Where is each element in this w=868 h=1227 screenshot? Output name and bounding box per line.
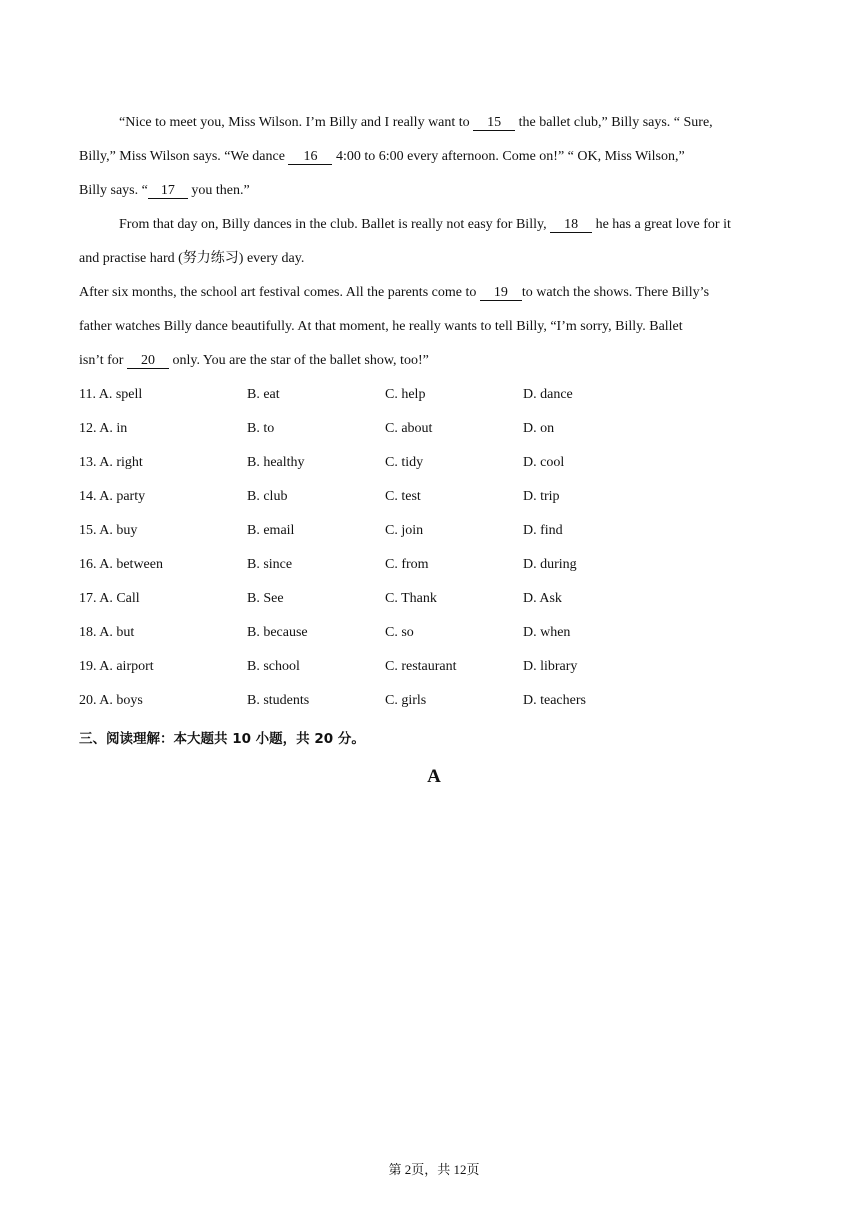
option-b: B. club [247, 489, 288, 504]
question-row [79, 590, 779, 608]
passage-text: Billy,” Miss Wilson says. “We dance [79, 149, 289, 164]
option-c: C. from [385, 557, 429, 572]
section-heading: 三、阅读理解：本大题共 10 小题，共 20 分。 [79, 731, 365, 747]
option-b: B. because [247, 625, 308, 640]
option-b: B. school [247, 659, 300, 674]
option-d: D. when [523, 625, 571, 640]
option-a: 13. A. right [79, 455, 143, 470]
question-row [79, 692, 779, 710]
option-c: C. help [385, 387, 426, 402]
passage-text: After six months, the school art festival comes. All the parents come to [79, 285, 480, 300]
option-c: C. so [385, 625, 414, 640]
option-d: D. during [523, 557, 577, 572]
option-a: 15. A. buy [79, 523, 138, 538]
option-a: 20. A. boys [79, 693, 143, 708]
passage-text: to watch the shows. There Billy’s [521, 285, 710, 300]
option-b: B. eat [247, 387, 280, 402]
option-b: B. since [247, 557, 293, 572]
question-row [79, 522, 779, 540]
option-c: C. Thank [385, 591, 437, 606]
blank-18: 18 [550, 218, 592, 233]
passage-line [119, 216, 808, 234]
option-a: 18. A. but [79, 625, 135, 640]
blank-17: 17 [148, 184, 188, 199]
option-d: D. Ask [523, 591, 562, 606]
option-d: D. trip [523, 489, 560, 504]
passage-line [79, 182, 808, 200]
blank-20: 20 [127, 354, 169, 369]
passage-text: you then.” [187, 183, 250, 198]
passage-line [119, 114, 808, 132]
option-c: C. tidy [385, 455, 424, 470]
passage-text: 4:00 to 6:00 every afternoon. Come on!” “ OK, Miss Wilson,” [332, 149, 685, 164]
blank-15: 15 [473, 116, 515, 131]
passage-subtitle: A [427, 766, 441, 787]
option-a: 16. A. between [79, 557, 163, 572]
passage-text: the ballet club,” Billy says. “ Sure, [515, 115, 713, 130]
page-footer: 第 2页，共 12页 [388, 1162, 480, 1177]
option-a: 19. A. airport [79, 659, 154, 674]
option-a: 17. A. Call [79, 591, 140, 606]
option-d: D. on [523, 421, 555, 436]
blank-19: 19 [480, 286, 522, 301]
passage-text: he has a great love for it [592, 217, 731, 232]
question-row [79, 488, 779, 506]
passage-line [79, 148, 808, 166]
passage-text: “Nice to meet you, Miss Wilson. I’m Billy and I really want to [119, 115, 474, 130]
option-d: D. library [523, 659, 578, 674]
passage-text: From that day on, Billy dances in the club. Ballet is really not easy for Billy, [119, 217, 551, 232]
passage-line [79, 284, 808, 302]
option-c: C. girls [385, 693, 427, 708]
passage-line [79, 352, 808, 370]
option-a: 12. A. in [79, 421, 128, 436]
question-row [79, 454, 779, 472]
passage-line: father watches Billy dance beautifully. At that moment, he really wants to tell Billy, “I’m sorry, Billy. Ballet [79, 319, 683, 334]
option-a: 14. A. party [79, 489, 146, 504]
option-d: D. cool [523, 455, 565, 470]
option-b: B. email [247, 523, 295, 538]
option-d: D. dance [523, 387, 573, 402]
question-row [79, 658, 779, 676]
question-row [79, 386, 779, 404]
option-d: D. find [523, 523, 563, 538]
option-d: D. teachers [523, 693, 586, 708]
option-b: B. healthy [247, 455, 305, 470]
option-b: B. students [247, 693, 310, 708]
option-c: C. join [385, 523, 424, 538]
option-a: 11. A. spell [79, 387, 143, 402]
option-b: B. See [247, 591, 284, 606]
passage-line: and practise hard (努力练习) every day. [79, 251, 305, 266]
passage-text: Billy says. “ [79, 183, 148, 198]
option-c: C. test [385, 489, 421, 504]
passage-text: isn’t for [79, 353, 127, 368]
option-c: C. about [385, 421, 433, 436]
question-row [79, 624, 779, 642]
option-c: C. restaurant [385, 659, 457, 674]
passage-text: only. You are the star of the ballet show, too!” [168, 353, 429, 368]
option-b: B. to [247, 421, 275, 436]
blank-16: 16 [288, 150, 332, 165]
question-row [79, 556, 779, 574]
question-row [79, 420, 779, 438]
